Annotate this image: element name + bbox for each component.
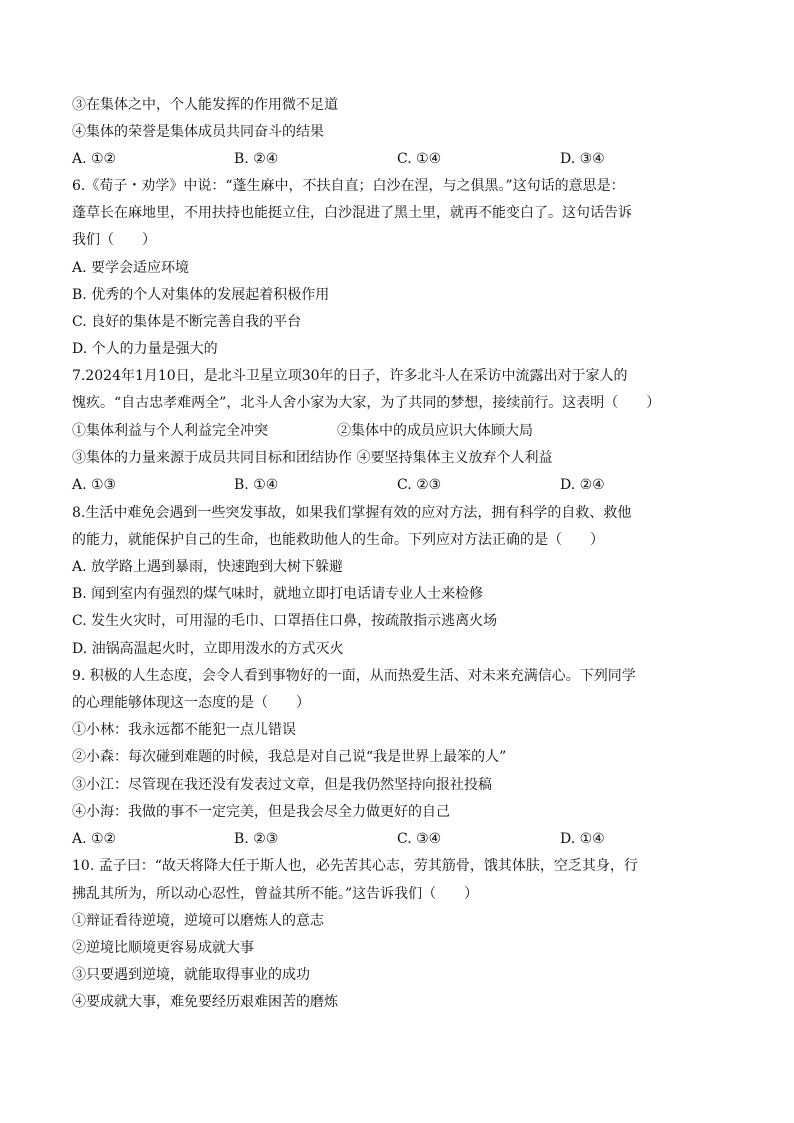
q7-option-c: C. ②③ [397,477,442,493]
q7-stem-line-1: 7.2024年1月10日，是北斗卫星立项30年的日子，许多北斗人在采访中流露出对于家人的 [72,368,628,384]
q10-stem-line-1: 10. 孟子曰：“故天将降大任于斯人也，必先苦其心志，劳其筋骨，饿其体肤，空乏其身，行 [72,858,638,874]
q7-options [72,476,732,494]
q6-option-b: B. 优秀的个人对集体的发展起着积极作用 [72,287,330,303]
q8-option-b: B. 闻到室内有强烈的煤气味时，就地立即打电话请专业人士来检修 [72,586,484,602]
q5-statement-4: ④集体的荣誉是集体成员共同奋斗的结果 [72,124,324,140]
q5-option-b: B. ②④ [234,151,279,167]
q5-option-d: D. ③④ [560,151,605,167]
q10-statement-1: ①辩证看待逆境，逆境可以磨炼人的意志 [72,913,324,929]
q9-options [72,830,732,848]
q7-option-d: D. ②④ [560,477,605,493]
q8-option-a: A. 放学路上遇到暴雨，快速跑到大树下躲避 [72,559,344,575]
q9-option-c: C. ③④ [397,831,442,847]
q7-statements-1-2 [72,422,732,440]
q6-stem-line-1: 6.《荀子・劝学》中说：“蓬生麻中，不扶自直；白沙在涅，与之俱黑。”这句话的意思是： [72,178,625,194]
q6-option-c: C. 良好的集体是不断完善自我的平台 [72,314,302,330]
q7-statements-3-4: ③集体的力量来源于成员共同目标和团结协作 ④要坚持集体主义放弃个人利益 [72,450,553,466]
q9-stem-line-2: 的心理能够体现这一态度的是（ ） [72,695,310,711]
q8-option-d: D. 油锅高温起火时，立即用泼水的方式灭火 [72,641,344,657]
q9-statement-4: ④小海：我做的事不一定完美，但是我会尽全力做更好的自己 [72,804,450,820]
q9-statement-1: ①小林：我永远都不能犯一点儿错误 [72,722,296,738]
q10-statement-4: ④要成就大事，难免要经历艰难困苦的磨炼 [72,994,338,1010]
q7-statement-2: ②集体中的成员应识大体顾大局 [337,423,533,439]
q6-stem-line-3: 我们（ ） [72,232,156,248]
q9-option-a: A. ①② [72,831,117,847]
q6-option-a: A. 要学会适应环境 [72,260,190,276]
q9-statement-3: ③小江：尽管现在我还没有发表过文章，但是我仍然坚持向报社投稿 [72,777,492,793]
q8-option-c: C. 发生火灾时，可用湿的毛巾、口罩捂住口鼻，按疏散指示逃离火场 [72,613,498,629]
q5-option-c: C. ①④ [397,151,442,167]
q5-statement-3: ③在集体之中，个人能发挥的作用微不足道 [72,97,338,113]
q5-options [72,150,732,168]
q8-stem-line-1: 8.生活中难免会遇到一些突发事故，如果我们掌握有效的应对方法，拥有科学的自救、救他 [72,505,632,521]
q10-statement-2: ②逆境比顺境更容易成就大事 [72,940,254,956]
q9-option-b: B. ②③ [234,831,279,847]
q7-statement-1: ①集体利益与个人利益完全冲突 [72,423,268,439]
q9-option-d: D. ①④ [560,831,605,847]
q9-statement-2: ②小森：每次碰到难题的时候，我总是对自己说“我是世界上最笨的人” [72,749,507,765]
q9-stem-line-1: 9. 积极的人生态度，会令人看到事物好的一面，从而热爱生活、对未来充满信心。下列同学 [72,668,636,684]
q10-statement-3: ③只要遇到逆境，就能取得事业的成功 [72,967,310,983]
q5-option-a: A. ①② [72,151,117,167]
q7-stem-line-2: 愧疚。“自古忠孝难两全”，北斗人舍小家为大家，为了共同的梦想，接续前行。这表明（ ） [72,395,661,411]
q8-stem-line-2: 的能力，就能保护自己的生命，也能救助他人的生命。下列应对方法正确的是（ ） [72,532,604,548]
q7-option-b: B. ①④ [234,477,279,493]
q6-stem-line-2: 蓬草长在麻地里，不用扶持也能挺立住，白沙混进了黑土里，就再不能变白了。这句话告诉 [72,205,632,221]
q7-option-a: A. ①③ [72,477,117,493]
q6-option-d: D. 个人的力量是强大的 [72,341,218,357]
q10-stem-line-2: 拂乱其所为，所以动心忍性，曾益其所不能。”这告诉我们（ ） [72,886,479,902]
